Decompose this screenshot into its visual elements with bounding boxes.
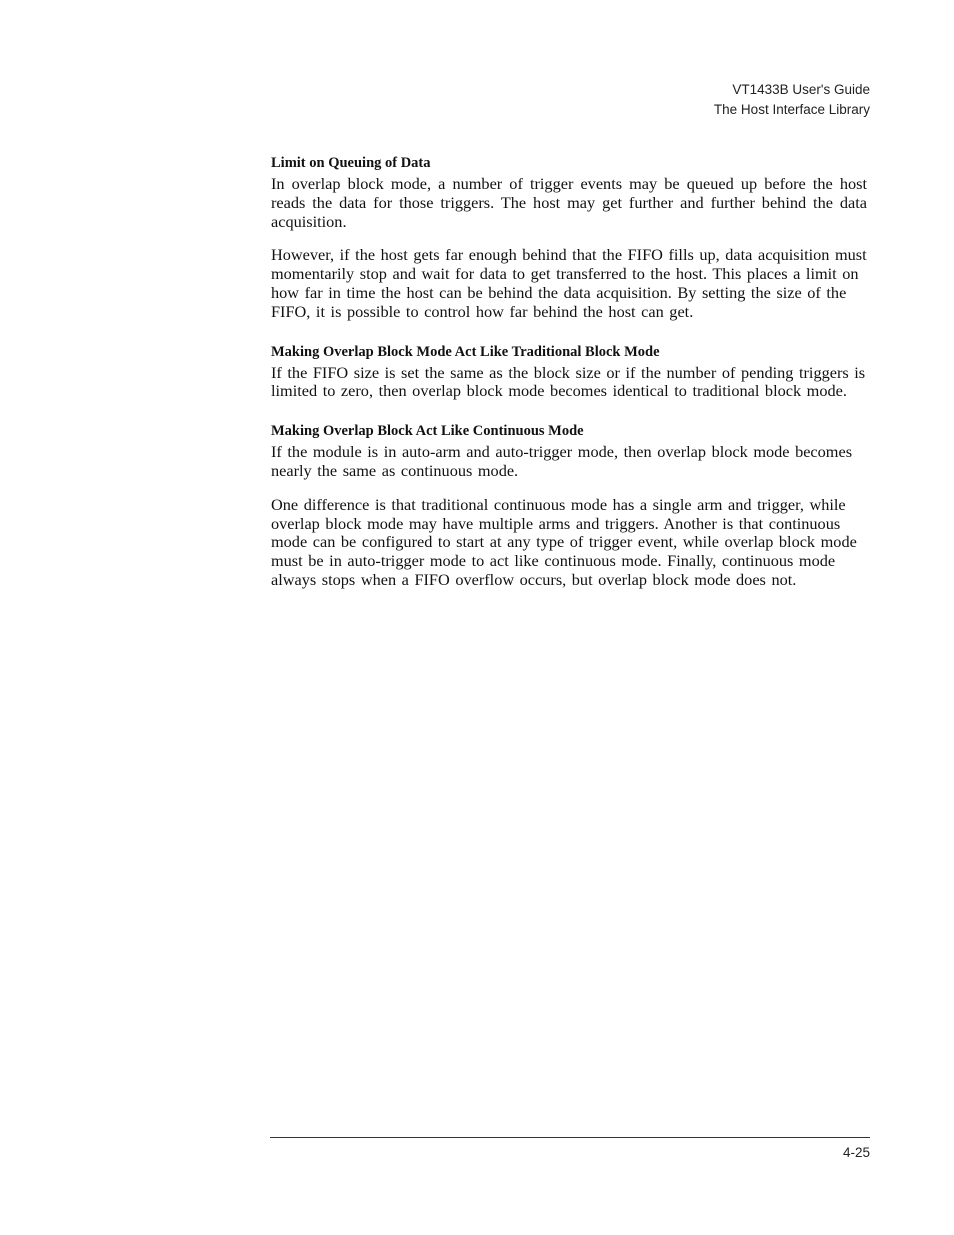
section-heading: Making Overlap Block Mode Act Like Traditional Block Mode	[271, 343, 660, 360]
section-heading: Making Overlap Block Act Like Continuous Mode	[271, 423, 584, 440]
section-traditional-block-mode	[271, 342, 867, 402]
chapter-title: The Host Interface Library	[713, 102, 870, 117]
guide-title: VT1433B User's Guide	[732, 82, 870, 97]
paragraph: If the module is in auto-arm and auto-trigger mode, then overlap block mode becomes nearly the same as continuous mode.	[271, 442, 853, 480]
paragraph: If the FIFO size is set the same as the block size or if the number of pending triggers is limited to zero, then overlap block mode becomes identical to traditional block mode.	[271, 362, 866, 401]
section-continuous-mode	[271, 421, 867, 590]
page-content	[271, 153, 867, 605]
section-heading: Limit on Queuing of Data	[271, 155, 431, 171]
section-limit-on-queuing	[271, 153, 867, 322]
paragraph: In overlap block mode, a number of trigger events may be queued up before the host reads the data for those triggers. The host may get further and further behind the data acquisition.	[271, 174, 867, 231]
page-number: 4-25	[842, 1145, 870, 1160]
paragraph: However, if the host gets far enough behind that the FIFO fills up, data acquisition must momentarily stop and wait for data to get transferred to the host. This places a limit on how far in time the host can be behind the data acquisition. By setting the size of the FIFO, it is possible to control how far behind the host can get.	[271, 245, 867, 321]
footer-rule	[270, 1137, 870, 1138]
running-header	[714, 80, 870, 120]
paragraph: One difference is that traditional continuous mode has a single arm and trigger, while overlap block mode may have multiple arms and triggers. Another is that continuous mode can be configured to start at any type of trigger event, while overlap block mode must be in auto-trigger mode to act like continuous mode. Finally, continuous mode always stops when a FIFO overflow occurs, but overlap block mode does not.	[271, 494, 857, 589]
